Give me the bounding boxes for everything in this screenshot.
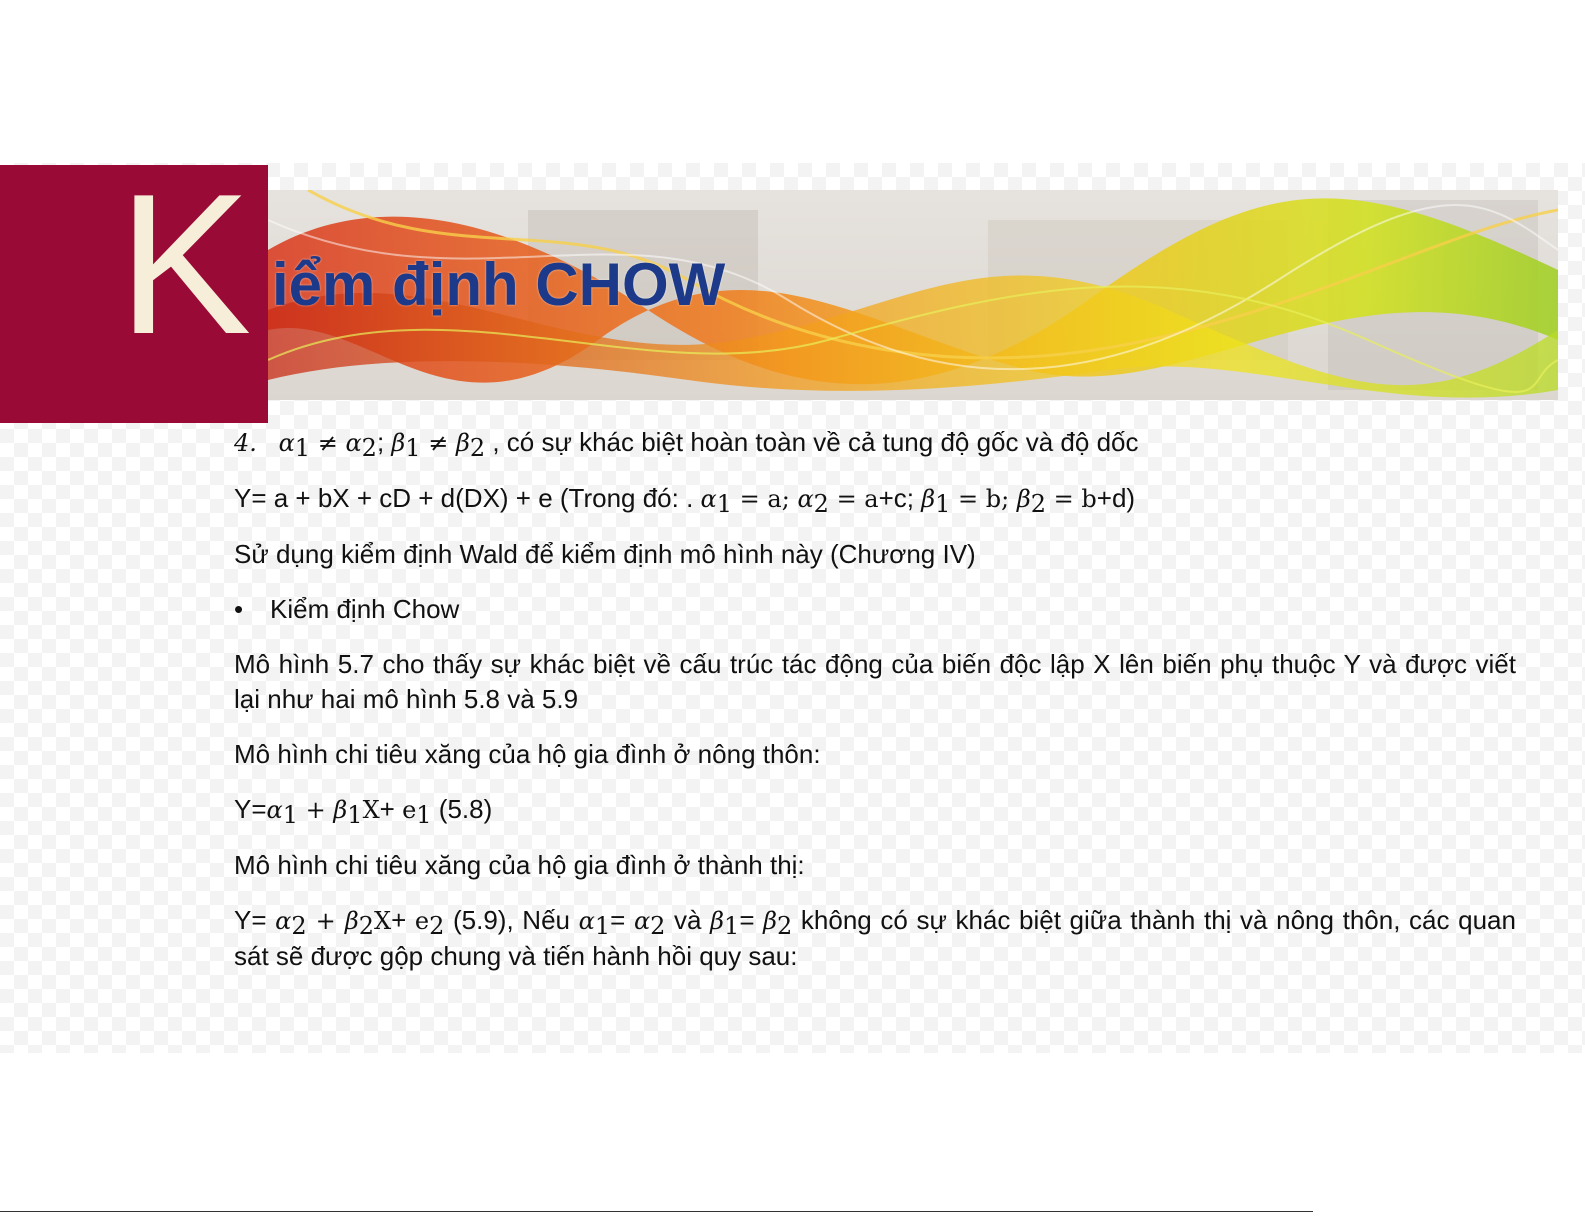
alpha-symbol: α <box>578 907 595 935</box>
alpha-symbol: α <box>266 796 283 824</box>
title-initial-letter: K <box>118 153 252 376</box>
equation-part: = <box>610 905 634 935</box>
beta-symbol: β <box>455 429 470 457</box>
subscript: 1 <box>416 801 432 829</box>
subscript: 2 <box>361 434 377 462</box>
subscript: 1 <box>282 801 299 829</box>
paragraph-model-5-7: Mô hình 5.7 cho thấy sự khác biệt về cấu trúc tác động của biến độc lập X lên biến phụ thuộc Y và được viết lại như hai mô hình 5.8 và 5.9 <box>234 649 1516 714</box>
slide-body <box>234 425 1516 994</box>
subscript: 2 <box>650 912 666 940</box>
bullet-item <box>234 592 1516 627</box>
equation-label: (5.8) <box>431 794 493 824</box>
subscript: 1 <box>724 912 740 940</box>
alpha-symbol: α <box>275 907 292 935</box>
slide-title: iểm định CHOW <box>272 251 726 318</box>
bullet-icon: • <box>234 594 244 624</box>
not-equal-sign: ≠ <box>420 429 456 457</box>
equation-part: X <box>373 907 392 935</box>
error-term: e <box>402 796 417 824</box>
equation-label: (5.9), Nếu <box>444 905 579 935</box>
subscript: 2 <box>358 912 374 940</box>
beta-symbol: β <box>391 429 406 457</box>
alpha-symbol: α <box>633 907 651 935</box>
item-4-line <box>234 425 1516 461</box>
item-number: 4. <box>234 429 257 457</box>
equation-part: = b; <box>950 485 1017 513</box>
beta-symbol: β <box>344 907 359 935</box>
wald-test-line: Sử dụng kiểm định Wald để kiểm định mô hình này (Chương IV) <box>234 539 976 569</box>
equation-part: = a; <box>732 485 798 513</box>
equation-part: +d) <box>1096 483 1136 513</box>
equation-part: = <box>739 905 764 935</box>
subscript: 2 <box>777 912 793 940</box>
beta-symbol: β <box>921 485 936 513</box>
subscript: 2 <box>813 490 829 518</box>
beta-symbol: β <box>710 907 725 935</box>
equation-part: + <box>298 796 334 824</box>
subscript: 1 <box>294 434 311 462</box>
equation-part: Y= <box>234 905 276 935</box>
separator: ; <box>376 427 392 457</box>
alpha-symbol: α <box>700 485 717 513</box>
subscript: 1 <box>347 801 363 829</box>
equation-part: X <box>362 796 380 824</box>
alpha-symbol: α <box>278 429 295 457</box>
alpha-symbol: α <box>797 485 814 513</box>
subscript: 2 <box>291 912 307 940</box>
item-4-text: , có sự khác biệt hoàn toàn về cả tung độ gốc và độ dốc <box>485 427 1139 457</box>
beta-symbol: β <box>763 907 777 935</box>
error-term: e <box>414 907 430 935</box>
equation-part: + <box>391 905 415 935</box>
rural-heading: Mô hình chi tiêu xăng của hộ gia đình ở nông thôn: <box>234 739 821 769</box>
subscript: 2 <box>1030 490 1047 518</box>
subscript: 1 <box>594 912 611 940</box>
equation-part: = a <box>828 485 879 513</box>
subscript: 2 <box>469 434 486 462</box>
beta-symbol: β <box>333 796 348 824</box>
model-equation-text: Y= a + bX + cD + d(DX) + e (Trong đó: . <box>234 483 701 513</box>
page-bottom-divider <box>0 1211 1313 1212</box>
subscript: 1 <box>935 490 951 518</box>
subscript: 2 <box>429 912 445 940</box>
equation-part: +c; <box>878 483 922 513</box>
beta-symbol: β <box>1016 485 1031 513</box>
equation-part: và <box>665 905 711 935</box>
equation-5-9-paragraph <box>234 903 1516 974</box>
equation-5-8 <box>234 792 1516 828</box>
bullet-text: Kiểm định Chow <box>270 594 460 624</box>
model-equation-line <box>234 481 1516 517</box>
urban-heading: Mô hình chi tiêu xăng của hộ gia đình ở thành thị: <box>234 850 805 880</box>
subscript: 1 <box>405 434 421 462</box>
paragraph-text: không có sự khác biệt giữa thành thị và nông thôn, các quan sát sẽ được gộp chung và tiến hành hồi quy sau: <box>234 905 1516 971</box>
equation-part: + <box>379 794 403 824</box>
not-equal-sign: ≠ <box>310 429 346 457</box>
equation-part: + <box>306 907 345 935</box>
subscript: 1 <box>716 490 733 518</box>
alpha-symbol: α <box>345 429 362 457</box>
equation-part: Y= <box>234 794 267 824</box>
equation-part: = b <box>1046 485 1097 513</box>
